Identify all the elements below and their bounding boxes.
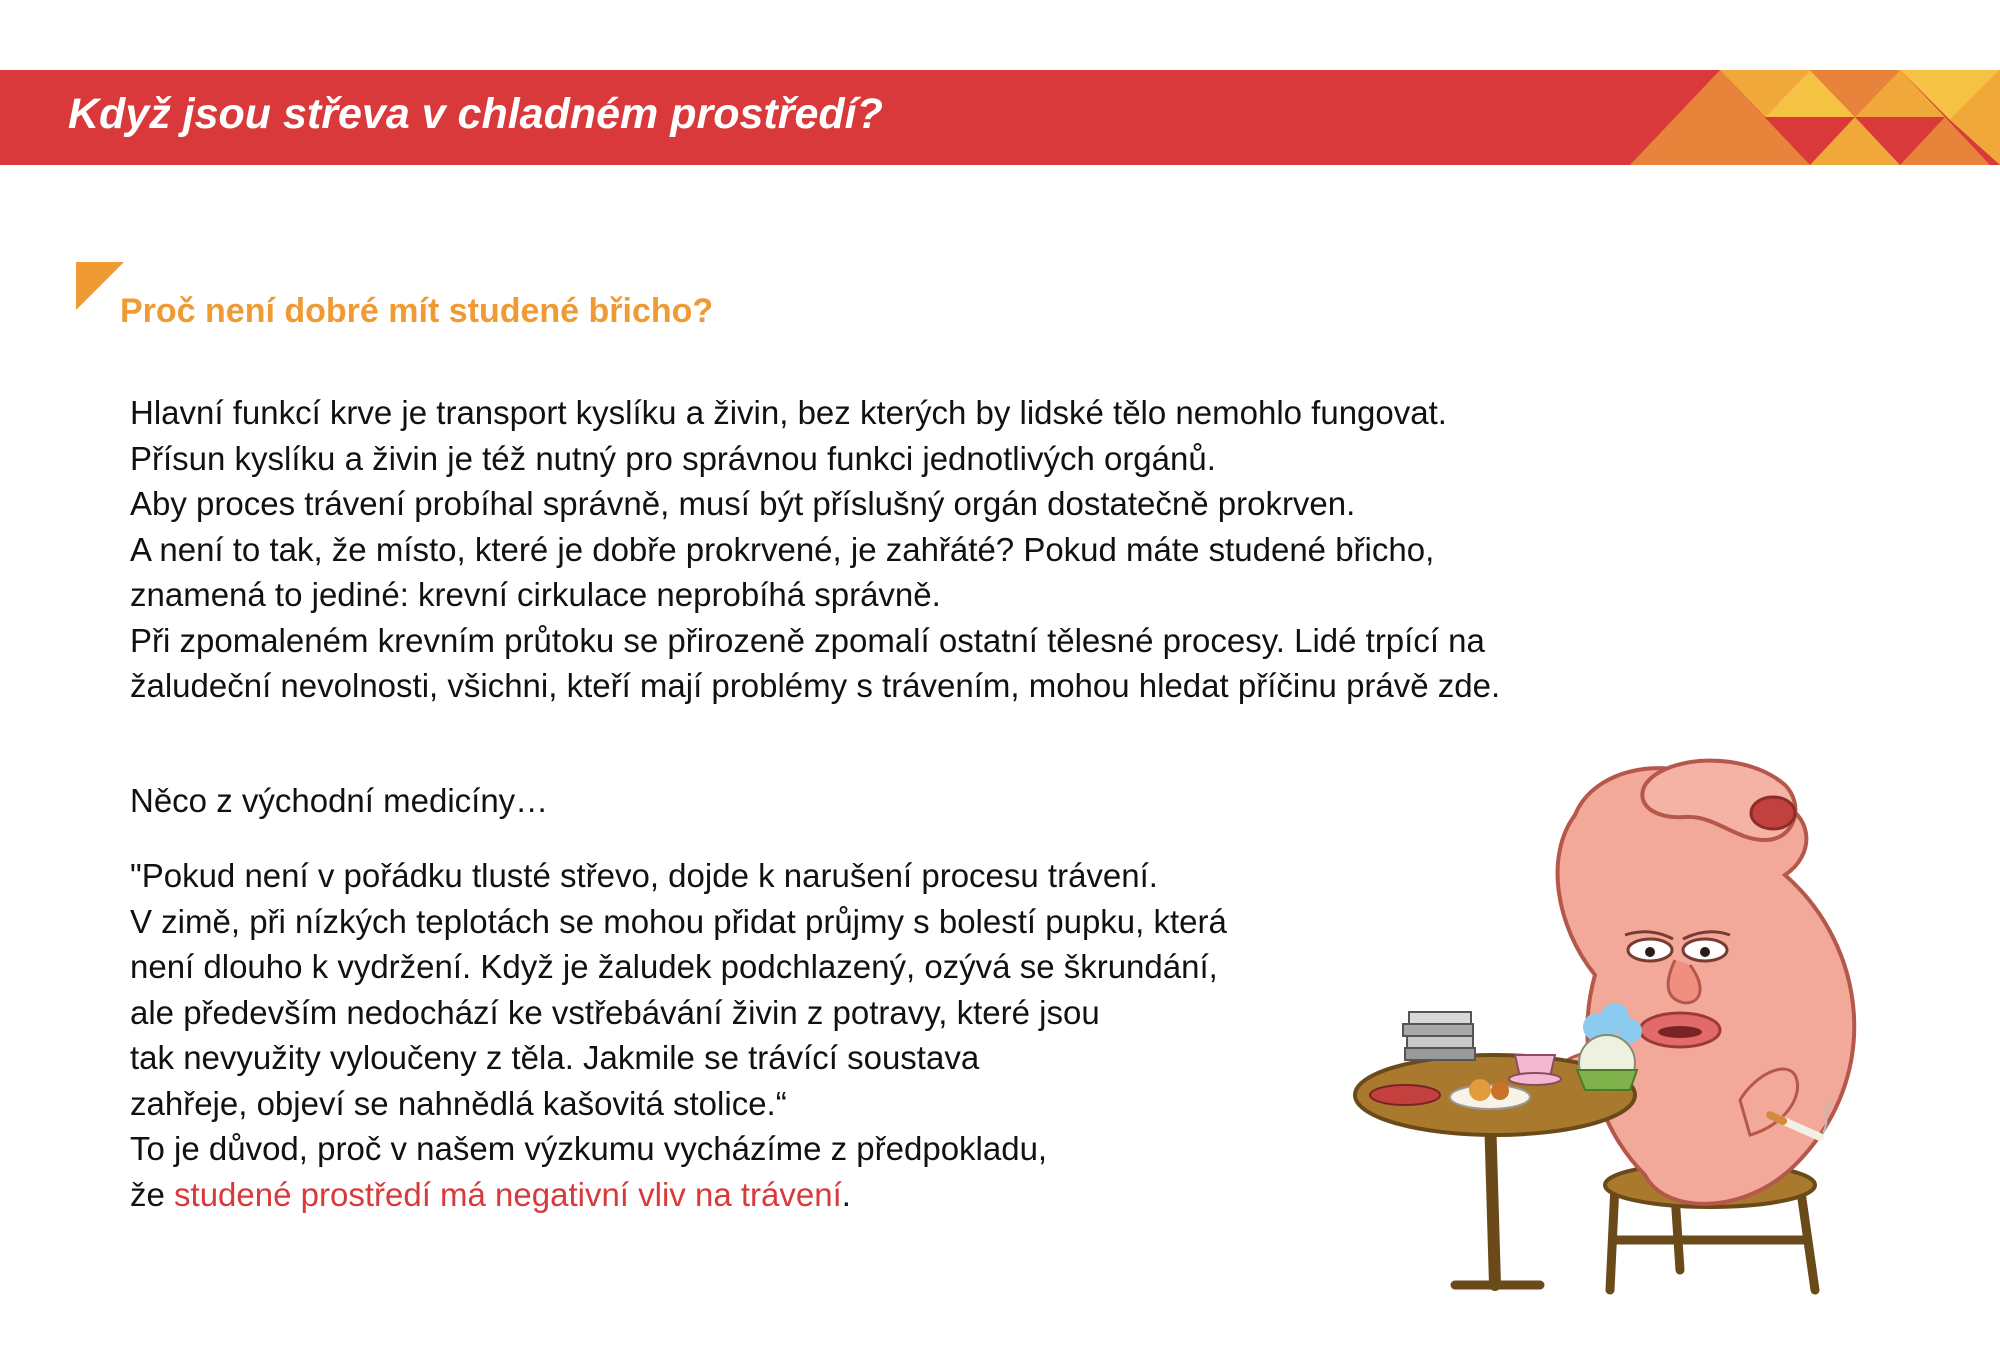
conclusion-prefix: že [130,1175,175,1213]
paragraph-blood-circulation [130,390,1500,709]
conclusion-suffix: . [841,1175,851,1213]
paragraph-line: "Pokud není v pořádku tlusté střevo, dojde k narušení procesu trávení. [130,857,1158,894]
paragraph-line: Při zpomaleném krevním průtoku se přirozeně zpomalí ostatní tělesné procesy. Lidé trpící na [130,621,1485,659]
paragraph-line: ale především nedochází ke vstřebávání živin z potravy, které jsou [130,993,1100,1031]
sick-stomach-cartoon-icon [1345,745,1945,1305]
paragraph-line: A není to tak, že místo, které je dobře prokrvené, je zahřáté? Pokud máte studené břicho, [130,530,1435,568]
paragraph-line: V zimě, při nízkých teplotách se mohou přidat průjmy s bolestí pupku, která [130,902,1227,940]
paragraph-eastern-medicine-quote [130,853,1227,1217]
header-band [0,70,2000,165]
table-with-food-icon [1355,1012,1637,1285]
paragraph-line: není dlouho k vydržení. Když je žaludek podchlazený, ozývá se škrundání, [130,948,1218,985]
orange-triangle-marker-icon [76,262,124,310]
paragraph-line: To je důvod, proč v našem výzkumu vycházíme z předpokladu, [130,1130,1048,1167]
conclusion-highlight: studené prostředí má negativní vliv na trávení [174,1175,842,1213]
section-heading: Proč není dobré mít studené břicho? [120,292,714,330]
conclusion-line [130,1172,1227,1218]
eastern-medicine-subheading: Něco z východní medicíny… [130,782,549,819]
page-title: Když jsou střeva v chladném prostředí? [68,90,883,138]
paragraph-line: tak nevyužity vyloučeny z těla. Jakmile se trávící soustava [130,1039,980,1076]
paragraph-line: Aby proces trávení probíhal správně, musí být příslušný orgán dostatečně prokrven. [130,485,1356,522]
triangle-pattern-icon [1610,70,2000,165]
paragraph-line: Přísun kyslíku a živin je též nutný pro správnou funkci jednotlivých orgánů. [130,439,1216,477]
stomach-character-icon [1558,761,1855,1204]
paragraph-line: zahřeje, objeví se nahnědlá kašovitá stolice.“ [130,1084,787,1122]
paragraph-line: znamená to jediné: krevní cirkulace neprobíhá správně. [130,576,941,613]
paragraph-line: žaludeční nevolnosti, všichni, kteří mají problémy s trávením, mohou hledat příčinu právě zde. [130,667,1501,704]
paragraph-line: Hlavní funkcí krve je transport kyslíku a živin, bez kterých by lidské tělo nemohlo fungovat. [130,394,1447,431]
